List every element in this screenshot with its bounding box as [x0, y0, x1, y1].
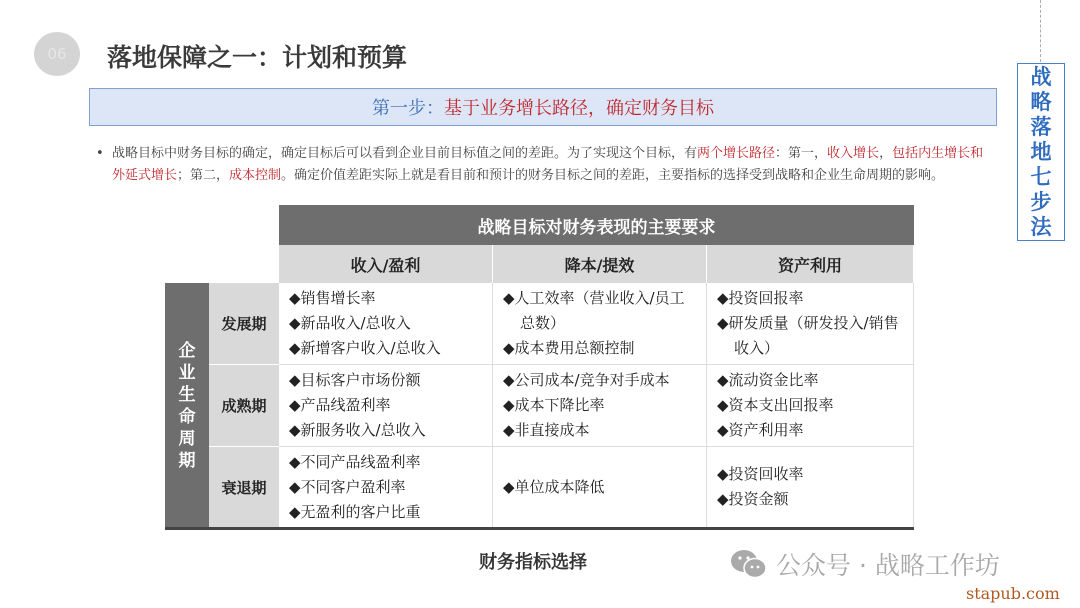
table-cell	[707, 283, 914, 365]
table-cell	[493, 283, 707, 365]
step-prefix: 第一步：	[372, 98, 444, 119]
table-cell	[493, 365, 707, 447]
column-header: 资产利用	[707, 245, 914, 283]
table-cell	[493, 447, 707, 528]
side-label-char: 法	[1030, 214, 1052, 239]
indicator-item: ◆成本下降比率	[503, 396, 605, 414]
indicator-item: ◆新服务收入/总收入	[289, 421, 426, 439]
indicator-item: ◆研发质量（研发投入/销售收入）	[717, 314, 899, 357]
table-header: 战略目标对财务表现的主要要求	[279, 205, 914, 245]
bullet: •	[96, 146, 104, 161]
period-label: 成熟期	[209, 365, 279, 447]
side-label-char: 七	[1030, 164, 1052, 189]
highlight-text: 包括内生增长和外延式增长	[112, 146, 984, 183]
row-group-char: 生	[178, 384, 196, 405]
indicator-item: ◆新增客户收入/总收入	[289, 339, 441, 357]
side-label-char: 步	[1030, 189, 1052, 214]
step-banner	[89, 88, 997, 126]
row-group-label	[165, 283, 209, 528]
row-group-char: 期	[178, 450, 196, 471]
side-label	[1017, 63, 1065, 241]
row-group-char: 周	[178, 428, 196, 449]
site-watermark: stapub.com	[966, 584, 1060, 603]
side-label-char: 地	[1030, 139, 1052, 164]
indicator-item: ◆投资金额	[717, 490, 789, 508]
row-group-char: 业	[178, 362, 196, 383]
period-label: 衰退期	[209, 447, 279, 528]
indicator-item: ◆无盈利的客户比重	[289, 502, 421, 521]
indicator-item: ◆目标客户市场份额	[289, 371, 421, 389]
description-paragraph	[96, 143, 996, 187]
indicator-item: ◆不同产品线盈利率	[289, 452, 421, 471]
paragraph-text: 。确定价值差距实际上就是看目前和预计的财务目标之间的差距，主要指标的选择受到战略和企业生命周期的影响。	[281, 168, 945, 183]
indicator-item: ◆资产利用率	[717, 421, 804, 439]
section-number-badge: 06	[34, 32, 80, 76]
indicator-item: ◆投资回报率	[717, 289, 804, 307]
column-header: 降本/提效	[493, 245, 707, 283]
paragraph-text: ；第二，	[177, 168, 230, 183]
side-label-char: 略	[1030, 89, 1052, 114]
side-label-char: 落	[1030, 114, 1052, 139]
indicator-item: ◆产品线盈利率	[289, 396, 391, 414]
dashed-connector	[1040, 0, 1041, 62]
table-caption: 财务指标选择	[479, 552, 587, 573]
table-cell	[279, 447, 493, 528]
indicator-item: ◆单位成本降低	[503, 477, 605, 496]
highlight-text: 两个增长路径	[697, 146, 776, 161]
watermark	[730, 546, 1000, 582]
table-cell	[707, 365, 914, 447]
table-cell	[279, 365, 493, 447]
column-header: 收入/盈利	[279, 245, 493, 283]
indicator-item: ◆销售增长率	[289, 289, 376, 307]
indicator-item: ◆人工效率（营业收入/员工总数）	[503, 289, 685, 332]
indicator-item: ◆新品收入/总收入	[289, 314, 411, 332]
page-title: 落地保障之一：计划和预算	[107, 43, 408, 72]
table-cell	[707, 447, 914, 528]
side-label-char: 战	[1030, 64, 1052, 89]
highlight-text: 收入增长	[827, 146, 880, 161]
paragraph-text: ：第一，	[775, 146, 828, 161]
indicator-item: ◆非直接成本	[503, 421, 590, 439]
indicator-item: ◆成本费用总额控制	[503, 339, 635, 357]
paragraph-text: ，	[879, 146, 893, 161]
wechat-icon	[730, 548, 768, 580]
table-cell	[279, 283, 493, 365]
indicator-item: ◆不同客户盈利率	[289, 477, 406, 496]
indicator-item: ◆公司成本/竞争对手成本	[503, 371, 670, 389]
row-group-char: 企	[178, 340, 196, 361]
table-bottom-rule	[165, 527, 914, 530]
step-text: 基于业务增长路径，确定财务目标	[444, 98, 714, 119]
row-group-char: 命	[178, 406, 196, 427]
watermark-text: 公众号 · 战略工作坊	[776, 551, 1000, 580]
highlight-text: 成本控制	[229, 168, 282, 183]
period-label: 发展期	[209, 283, 279, 365]
indicator-item: ◆投资回收率	[717, 465, 804, 483]
paragraph-text: 战略目标中财务目标的确定，确定目标后可以看到企业目前目标值之间的差距。为了实现这个目标，有	[112, 146, 698, 161]
indicator-item: ◆资本支出回报率	[717, 396, 834, 414]
indicator-item: ◆流动资金比率	[717, 371, 819, 389]
